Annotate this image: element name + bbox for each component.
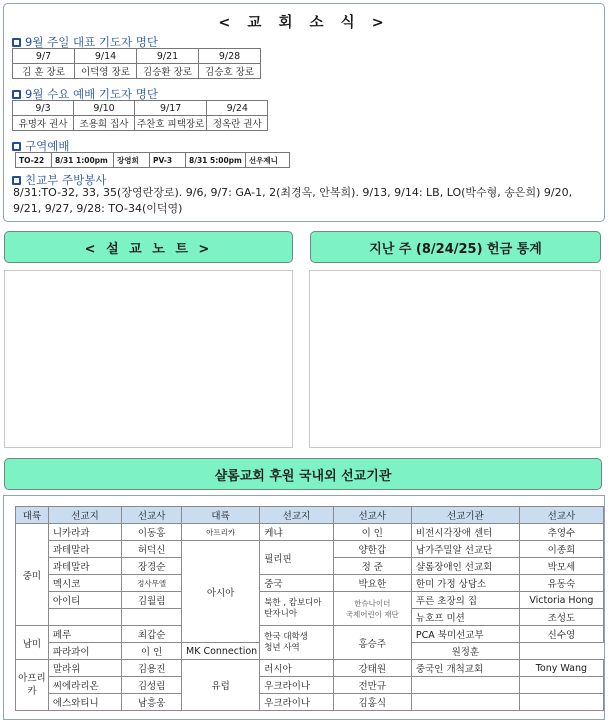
- wednesday-prayer-heading: 9월 수요 예배 기도자 명단: [12, 86, 158, 102]
- table-cell: 김홍식: [333, 694, 411, 711]
- table-cell: 아이티: [48, 592, 121, 609]
- table-cell: 강태원: [333, 660, 411, 677]
- table-cell: 유동숙: [519, 575, 603, 592]
- table-cell: 허덕신: [122, 541, 182, 558]
- table-cell: PCA 북미선교부: [411, 626, 519, 643]
- table-cell: [411, 677, 519, 694]
- church-news-box: [3, 3, 605, 222]
- table-cell: 중국인 개척교회: [411, 660, 519, 677]
- table-cell: 이 인: [333, 524, 411, 541]
- table-cell: 원정훈: [411, 643, 519, 660]
- table-cell: 이동홍: [122, 524, 182, 541]
- table-cell: 선우제니: [245, 153, 289, 168]
- table-cell: 남가주밀알 선교단: [411, 541, 519, 558]
- table-cell: [411, 694, 519, 711]
- table-cell: 파라과이: [48, 643, 121, 660]
- table-cell: 9/24: [207, 101, 268, 116]
- table-cell: 8/31 5:00pm: [186, 153, 246, 168]
- table-cell: 주찬호 피택장로: [135, 116, 207, 131]
- column-header: 선교사: [122, 507, 182, 524]
- table-cell: 정옥란 권사: [207, 116, 268, 131]
- table-cell: 9/7: [13, 49, 75, 64]
- district-worship-heading: 구역예배: [12, 138, 69, 154]
- table-cell: 양한갑: [333, 541, 411, 558]
- table-cell: 9/14: [75, 49, 137, 64]
- table-row: [16, 694, 604, 711]
- table-cell: 북한 , 캄보디아 탄자니아: [260, 592, 333, 626]
- district-worship-table: [15, 152, 290, 168]
- table-cell: 추영수: [519, 524, 603, 541]
- table-cell: 조용희 집사: [74, 116, 135, 131]
- column-header: 대륙: [182, 507, 260, 524]
- region-cell: 남미: [16, 626, 49, 660]
- table-cell: PV-3: [150, 153, 186, 168]
- table-cell: 남흥웅: [122, 694, 182, 711]
- table-cell: 샬롬장애인 선교회: [411, 558, 519, 575]
- checkbox-square-icon: [12, 176, 21, 185]
- table-cell: 김승환 장로: [137, 64, 199, 79]
- table-cell: 홍승주: [333, 626, 411, 660]
- kitchen-service-text: 8/31:TO-32, 33, 35(장영란장로). 9/6, 9/7: GA-1, 2(최경옥, 안복희). 9/13, 9/14: LB, LO(박수형, 송은희) 9/20, 9/21, 9/27, 9/28: TO-34(이덕영): [13, 186, 573, 215]
- table-cell: 장영희: [114, 153, 150, 168]
- missions-header: 샬롬교회 후원 국내외 선교기관: [4, 458, 602, 490]
- table-cell: 필리핀: [260, 541, 333, 575]
- missions-table: [15, 506, 604, 711]
- table-row: [16, 592, 604, 609]
- sermon-notes-panel[interactable]: [4, 270, 293, 448]
- column-header: 선교사: [333, 507, 411, 524]
- table-cell: [519, 677, 603, 694]
- table-cell: 에스와티니: [48, 694, 121, 711]
- table-row: [16, 677, 604, 694]
- table-cell: TO-22: [16, 153, 52, 168]
- table-cell: 김성림: [122, 677, 182, 694]
- sunday-prayer-heading: 9월 주일 대표 기도자 명단: [12, 34, 158, 50]
- table-cell: 이 인: [122, 643, 182, 660]
- table-cell: 중국: [260, 575, 333, 592]
- region-cell: 유럽: [182, 660, 260, 711]
- table-cell: 우크라이나: [260, 677, 333, 694]
- table-cell: 이덕영 장로: [75, 64, 137, 79]
- table-cell: 과테말라: [48, 558, 121, 575]
- table-header-row: [16, 507, 604, 524]
- table-cell: Tony Wang: [519, 660, 603, 677]
- table-cell: 9/10: [74, 101, 135, 116]
- table-cell: 박요한: [333, 575, 411, 592]
- table-cell: 씨에라리온: [48, 677, 121, 694]
- table-cell: 러시아: [260, 660, 333, 677]
- table-cell: 김월림: [122, 592, 182, 609]
- checkbox-square-icon: [12, 38, 21, 47]
- column-header: 선교지: [260, 507, 333, 524]
- table-cell: MK Connection: [182, 643, 260, 660]
- table-cell: 멕시코: [48, 575, 121, 592]
- table-cell: 9/3: [13, 101, 74, 116]
- sunday-prayer-table: [12, 48, 261, 79]
- table-cell: 8/31 1:00pm: [52, 153, 114, 168]
- table-cell: 비전시각장애 센터: [411, 524, 519, 541]
- table-cell: 한미 가정 상담소: [411, 575, 519, 592]
- table-cell: 전만규: [333, 677, 411, 694]
- checkbox-square-icon: [12, 90, 21, 99]
- table-row: [16, 660, 604, 677]
- table-cell: 조성도: [519, 609, 603, 626]
- table-cell: 말라위: [48, 660, 121, 677]
- table-cell: 김용진: [122, 660, 182, 677]
- cash-stats-header: 지난 주 (8/24/25) 헌금 통계: [310, 231, 601, 263]
- table-row: [16, 626, 604, 643]
- table-cell: 케냐: [260, 524, 333, 541]
- table-cell: 한국 대학생 청년 사역: [260, 626, 333, 660]
- table-row: [16, 541, 604, 558]
- table-cell: 김승호 장로: [199, 64, 261, 79]
- table-cell: 박모세: [519, 558, 603, 575]
- table-cell: 페루: [48, 626, 121, 643]
- table-cell: [48, 609, 121, 626]
- table-cell: 한슈나이더 국제어린이 재단: [333, 592, 411, 626]
- region-cell: 아프리카: [16, 660, 49, 711]
- sermon-notes-header: < 설 교 노 트 >: [4, 231, 293, 263]
- table-cell: Victoria Hong: [519, 592, 603, 609]
- table-cell: [122, 609, 182, 626]
- region-cell: 중미: [16, 524, 49, 626]
- table-cell: 9/17: [135, 101, 207, 116]
- table-cell: 9/21: [137, 49, 199, 64]
- checkbox-square-icon: [12, 142, 21, 151]
- column-header: 선교사: [519, 507, 603, 524]
- table-cell: 니카라과: [48, 524, 121, 541]
- table-cell: 9/28: [199, 49, 261, 64]
- kitchen-service-heading: 친교부 주방봉사: [12, 172, 106, 188]
- table-cell: 최갑순: [122, 626, 182, 643]
- column-header: 대륙: [16, 507, 49, 524]
- table-cell: 정 준: [333, 558, 411, 575]
- table-cell: 신수영: [519, 626, 603, 643]
- table-cell: 정사무엘: [122, 575, 182, 592]
- wednesday-prayer-table: [12, 100, 268, 131]
- table-cell: [519, 694, 603, 711]
- table-cell: 이종희: [519, 541, 603, 558]
- region-cell: 아시아: [182, 541, 260, 643]
- column-header: 선교지: [48, 507, 121, 524]
- column-header: 선교기관: [411, 507, 519, 524]
- missions-panel: [3, 495, 605, 720]
- table-cell: 푸른 초장의 집: [411, 592, 519, 609]
- table-cell: 뉴호프 미션: [411, 609, 519, 626]
- table-row: [16, 575, 604, 592]
- table-row: [16, 524, 604, 541]
- table-cell: 장경순: [122, 558, 182, 575]
- table-cell: 유명자 권사: [13, 116, 74, 131]
- cash-stats-panel: [309, 270, 601, 448]
- table-cell: 과테말라: [48, 541, 121, 558]
- church-news-title: < 교 회 소 식 >: [218, 15, 390, 31]
- table-cell: 김 훈 장로: [13, 64, 75, 79]
- table-cell: 우크라이나: [260, 694, 333, 711]
- region-cell: 아프리카: [182, 524, 260, 541]
